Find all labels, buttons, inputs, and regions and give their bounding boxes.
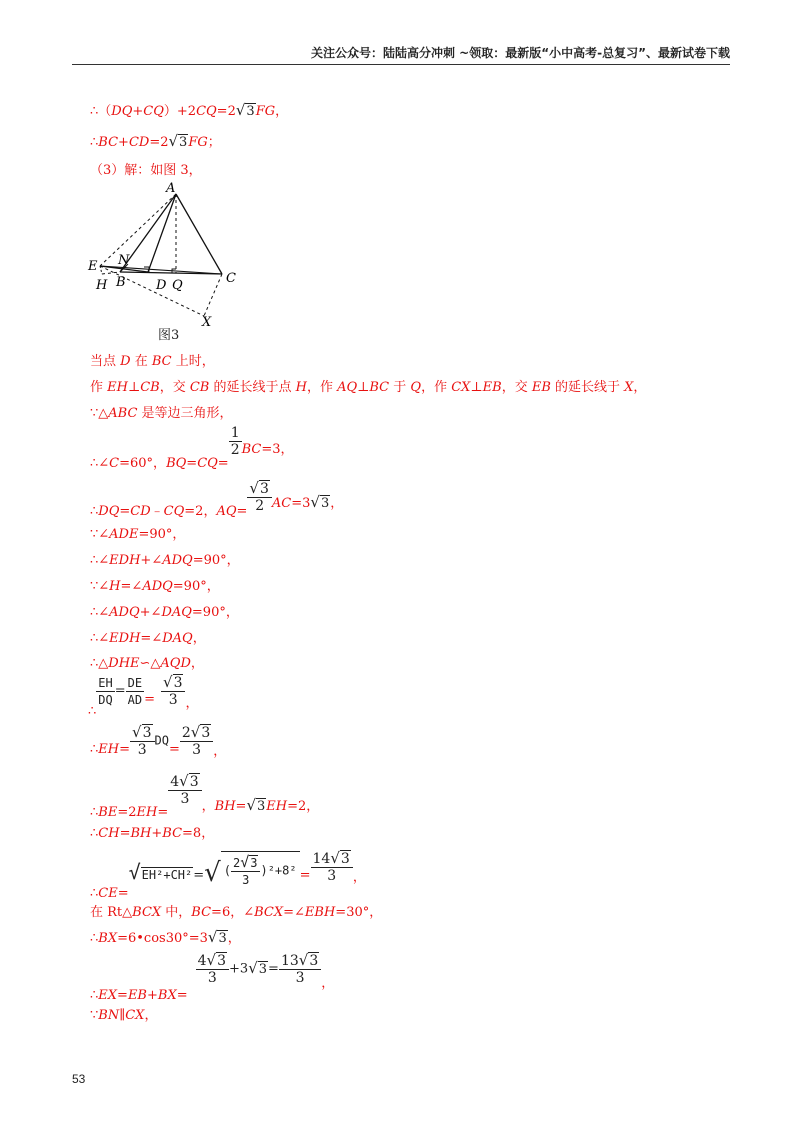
text: =90°， — [192, 553, 240, 568]
sqrt-expression: √EH²+CH² — [128, 859, 193, 884]
text: ∵△ — [90, 406, 109, 421]
fraction — [126, 675, 144, 708]
text: AQ — [337, 380, 358, 395]
text: ⊥ — [357, 380, 370, 395]
text: ∴∠ — [90, 605, 110, 620]
text: FG — [188, 135, 208, 150]
denominator: DQ — [98, 692, 113, 707]
text: 于 — [389, 380, 411, 395]
fraction — [180, 724, 213, 758]
text: ∴ — [90, 931, 99, 946]
text: ∵∠ — [90, 579, 110, 594]
text: BC — [191, 905, 212, 920]
text: BC — [98, 135, 119, 150]
sqrt-3: √3 — [168, 132, 188, 150]
numerator: √3 — [130, 724, 154, 742]
text: D — [120, 354, 131, 369]
line-13 — [90, 627, 206, 646]
line-15 — [88, 673, 199, 719]
fraction — [279, 952, 321, 986]
text: ∥ — [119, 1008, 126, 1023]
numerator: DE — [127, 675, 143, 690]
text: = — [217, 456, 229, 471]
text: =∠ — [120, 579, 143, 594]
text: =8， — [182, 826, 215, 841]
text: ， — [144, 1008, 158, 1023]
line-6 — [90, 402, 233, 421]
text: = — [236, 503, 248, 519]
text: CD — [128, 135, 150, 150]
numerator: 2√3 — [231, 854, 261, 872]
label-c: C — [226, 271, 236, 286]
text: ， — [330, 495, 344, 511]
text: ∴∠ — [90, 456, 110, 471]
text: CX — [125, 1008, 145, 1023]
text: ∴ — [90, 741, 99, 757]
text: = — [114, 683, 126, 699]
text: BE — [98, 804, 118, 820]
text: + — [146, 987, 158, 1003]
text: =2， — [287, 798, 320, 814]
fraction — [96, 675, 114, 708]
text: DQ — [111, 104, 133, 119]
fraction — [168, 773, 201, 807]
text: 作 — [90, 380, 108, 395]
text: = — [117, 987, 128, 1003]
text: 上时， — [171, 354, 215, 369]
numerator: 14√3 — [311, 850, 353, 868]
text: CX — [451, 380, 471, 395]
denominator: 3 — [192, 742, 202, 758]
sqrt-3: √3 — [310, 492, 330, 511]
text: CE — [98, 885, 118, 901]
text: ）+2 — [163, 104, 197, 119]
text: ∴∠ — [90, 631, 110, 646]
numerator: 13√3 — [279, 952, 321, 970]
text: H — [109, 579, 121, 594]
text: +∠ — [139, 605, 162, 620]
text: CQ — [196, 104, 217, 119]
text: BC — [369, 380, 390, 395]
denominator: 2 — [255, 498, 265, 514]
text: =2 — [149, 135, 169, 150]
sqrt-3: √3 — [248, 958, 268, 977]
denominator: 3 — [295, 970, 305, 986]
text: ，作 — [421, 380, 452, 395]
text: + — [132, 104, 144, 119]
fraction — [196, 952, 229, 986]
text: ABC — [108, 406, 138, 421]
sqrt-3: √3 — [246, 795, 266, 814]
text: EBH — [304, 905, 336, 920]
fraction — [229, 425, 242, 458]
text: = — [176, 987, 188, 1003]
line-22 — [90, 951, 335, 1003]
text: ， — [192, 631, 206, 646]
radicand: ( $\frac{2√3}{3}$ )²+8² — [221, 851, 300, 890]
sqrt-icon: √ — [204, 857, 221, 888]
text: AC — [271, 495, 292, 511]
numerator: EH — [98, 675, 113, 690]
line-3: （3）解：如图 3， — [90, 163, 202, 178]
text: BX — [98, 931, 118, 946]
page-number: 53 — [72, 1072, 86, 1086]
text: ，交 — [501, 380, 532, 395]
text: + — [118, 135, 129, 150]
text: ADQ — [162, 553, 193, 568]
text: EB — [127, 987, 147, 1003]
text: +∠ — [140, 553, 163, 568]
label-n: N — [118, 253, 130, 268]
text: =∠ — [283, 905, 305, 920]
text: ，作 — [306, 380, 338, 395]
text: CQ — [143, 104, 164, 119]
text: BQ — [166, 456, 187, 471]
denominator: 2 — [230, 442, 240, 458]
text: BC — [151, 354, 172, 369]
line-14 — [90, 652, 204, 671]
line-8 — [90, 474, 344, 519]
text: CH — [98, 826, 120, 841]
text: X — [624, 380, 634, 395]
denominator: 3 — [327, 868, 337, 884]
fraction — [311, 850, 353, 884]
numerator: 4√3 — [196, 952, 229, 970]
denominator: AD — [127, 692, 143, 707]
text: ， — [201, 798, 215, 814]
text: ﹣ — [150, 503, 164, 519]
segment-ae — [100, 194, 176, 266]
text: Q — [410, 380, 422, 395]
text: EX — [98, 987, 118, 1003]
text: = — [157, 804, 169, 820]
text: 是等边三角形， — [137, 406, 233, 421]
text: BH — [130, 826, 152, 841]
text: + — [151, 826, 163, 841]
text: ，交 — [159, 380, 190, 395]
text: 在 Rt△ — [90, 905, 133, 920]
line-1 — [90, 100, 288, 119]
text: EB — [531, 380, 551, 395]
text: =∠ — [140, 631, 163, 646]
text: =30°， — [335, 905, 383, 920]
text: DAQ — [161, 605, 192, 620]
text: 的延长线于点 — [209, 380, 296, 395]
text: DHE — [108, 656, 140, 671]
text: C — [109, 456, 120, 471]
label-q: Q — [172, 278, 183, 293]
text: ∴△ — [90, 656, 109, 671]
text: +3 — [229, 961, 249, 977]
text: EDH — [109, 553, 141, 568]
text: BN — [98, 1008, 120, 1023]
text: ∴∠ — [90, 553, 110, 568]
text: BH — [214, 798, 236, 814]
line-12 — [90, 601, 239, 620]
text: = — [193, 867, 205, 883]
line-17 — [90, 772, 320, 820]
fraction — [161, 674, 185, 708]
text: ∴ — [90, 885, 99, 901]
text: = — [144, 691, 155, 707]
denominator: 3 — [207, 970, 217, 986]
text: BCX — [132, 905, 162, 920]
page-header: 关注公众号：陆陆高分冲刺 ~领取：最新版“小中高考-总复习”、最新试卷下载 — [72, 44, 730, 65]
denominator: 3 — [242, 873, 250, 887]
text: =6•cos30°=3 — [117, 931, 208, 946]
text: = — [117, 885, 129, 901]
text: EDH — [109, 631, 141, 646]
text: AQ — [216, 503, 237, 519]
label-e: E — [88, 259, 98, 274]
text: =2， — [184, 503, 217, 519]
line-18 — [90, 822, 214, 841]
text: ∴ — [90, 804, 99, 820]
segment-hb — [102, 272, 120, 274]
text: =6，∠ — [211, 905, 255, 920]
segment-cx — [204, 274, 222, 316]
text: 当点 — [90, 354, 121, 369]
line-21 — [90, 927, 241, 946]
text: ∴（ — [90, 104, 112, 119]
text: ， — [213, 743, 227, 759]
text: =90°， — [191, 605, 239, 620]
text: ∴ — [90, 987, 99, 1003]
text: = — [119, 741, 131, 757]
text: = — [119, 503, 131, 519]
text: BC — [162, 826, 183, 841]
line-20 — [90, 901, 382, 920]
text: ， — [275, 104, 289, 119]
text: CB — [140, 380, 160, 395]
geometry-figure — [86, 178, 246, 348]
line-19 — [90, 847, 366, 901]
text: BC — [241, 442, 262, 457]
text: CQ — [163, 503, 185, 519]
numerator: 1 — [230, 425, 240, 441]
fraction — [231, 854, 261, 888]
text: EB — [482, 380, 502, 395]
text: EH — [266, 798, 288, 814]
line-11 — [90, 575, 220, 594]
label-b: B — [116, 275, 126, 290]
text: ⊥ — [127, 380, 141, 395]
text: = — [235, 798, 247, 814]
text: ∴ — [88, 703, 97, 719]
text: ∴ — [90, 826, 99, 841]
label-a: A — [166, 181, 176, 196]
text: =2 — [117, 804, 137, 820]
numerator: 4√3 — [168, 773, 201, 791]
text: =90°， — [172, 579, 220, 594]
line-9 — [90, 523, 185, 542]
denominator: 3 — [180, 791, 190, 807]
text: ∵ — [90, 1008, 99, 1023]
text: =2 — [216, 104, 236, 119]
text: ； — [207, 135, 221, 150]
text: ∽△ — [139, 656, 161, 671]
text: EH — [136, 804, 158, 820]
line-23 — [90, 1004, 157, 1023]
text: ADE — [109, 527, 139, 542]
text: BCX — [254, 905, 284, 920]
text: ， — [352, 869, 366, 885]
figure-caption: 图3 — [158, 328, 180, 343]
text: =3 — [291, 495, 311, 511]
text: = — [299, 867, 311, 883]
text: = — [186, 456, 198, 471]
sqrt-3: √3 — [207, 928, 227, 946]
fraction — [130, 724, 154, 758]
segment-ad — [148, 194, 176, 272]
text: 中， — [161, 905, 192, 920]
denominator: 3 — [137, 742, 147, 758]
line-10 — [90, 549, 240, 568]
text: =90°， — [138, 527, 186, 542]
text: =60°， — [119, 456, 167, 471]
line-5 — [90, 376, 646, 395]
text: CB — [189, 380, 210, 395]
text: ADQ — [109, 605, 140, 620]
text: = — [119, 826, 131, 841]
label-x: X — [202, 315, 212, 328]
text: EH — [98, 741, 120, 757]
text: BX — [157, 987, 177, 1003]
line-2 — [90, 131, 221, 150]
text: FG — [255, 104, 276, 119]
sqrt-3: √3 — [235, 101, 255, 119]
text: ADQ — [142, 579, 173, 594]
text: ， — [633, 380, 647, 395]
text: H — [295, 380, 307, 395]
text: = — [268, 961, 279, 977]
text: ⊥ — [470, 380, 483, 395]
segment-ac — [176, 194, 222, 274]
text: ， — [227, 931, 241, 946]
text: CD — [130, 503, 151, 519]
fraction — [247, 480, 271, 514]
text: EH — [107, 380, 128, 395]
label-d: D — [156, 278, 167, 293]
text: ， — [185, 695, 199, 711]
line-7 — [90, 425, 294, 471]
line-4 — [90, 350, 215, 369]
text: 的延长线于 — [550, 380, 625, 395]
line-16 — [90, 724, 226, 758]
numerator: 2√3 — [180, 724, 213, 742]
text: DQ — [98, 503, 120, 519]
text: ∵∠ — [90, 527, 110, 542]
label-h: H — [96, 278, 108, 293]
text: ∴ — [90, 135, 99, 150]
text: DQ — [154, 733, 169, 748]
text: 在 — [130, 354, 152, 369]
text: = — [168, 741, 180, 757]
text: =3， — [261, 442, 294, 457]
numerator: √3 — [247, 480, 271, 498]
text: ， — [190, 656, 204, 671]
text: CQ — [197, 456, 218, 471]
text: ∴ — [90, 503, 99, 519]
text: AQD — [160, 656, 191, 671]
text: DAQ — [162, 631, 193, 646]
denominator: 3 — [168, 692, 178, 708]
numerator: √3 — [161, 674, 185, 692]
text: ， — [321, 975, 335, 991]
